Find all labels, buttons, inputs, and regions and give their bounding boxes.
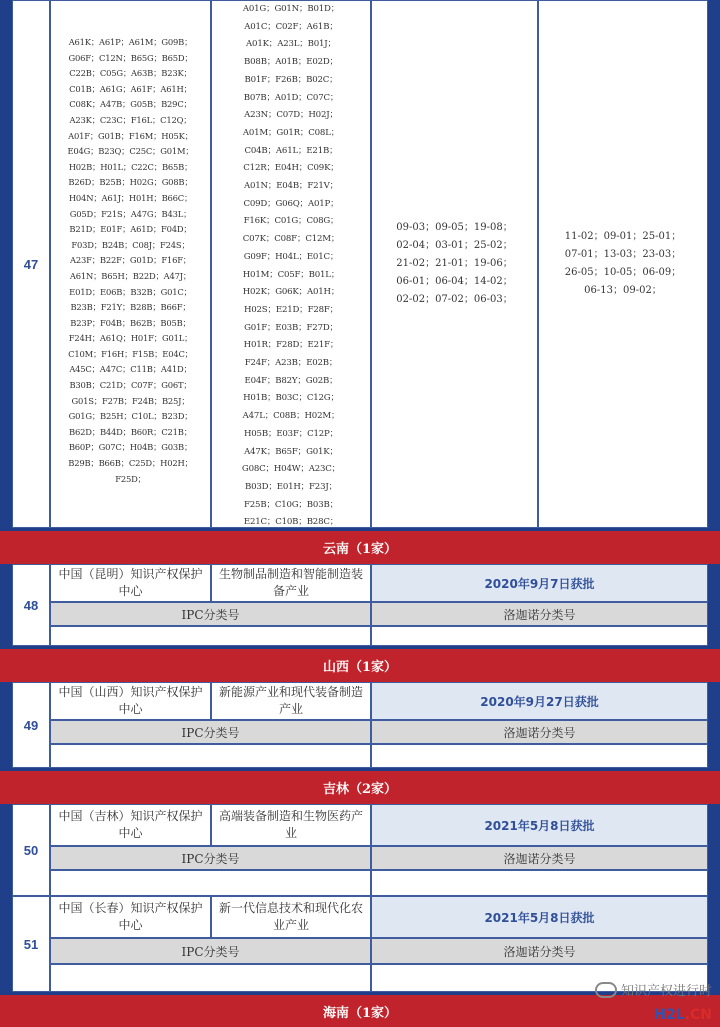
locarno-values-empty (371, 626, 708, 646)
code-line: C08K；A47B；G05B；B29C； (69, 99, 192, 110)
right-accent-bar (708, 804, 720, 992)
center-number (12, 682, 50, 768)
right-accent-bar (708, 564, 720, 646)
code-line: 11-02；09-01；25-01； (564, 231, 682, 242)
code-line: B23P；F04B；B62B；B05B； (70, 317, 191, 328)
center-industry-text: 新能源产业和现代装备制造产业 (218, 685, 363, 716)
code-line: A01M；G01R；C08L； (242, 127, 340, 138)
center-industry (211, 682, 371, 720)
ipc-header (50, 602, 371, 626)
center-number (12, 564, 50, 646)
code-line: 06-01；06-04；14-02； (396, 276, 513, 287)
left-accent-bar (0, 682, 12, 768)
center-name (50, 682, 211, 720)
code-line: B08B；A01B；E02D； (244, 57, 338, 68)
locarno-header (371, 602, 708, 626)
center-number (12, 804, 50, 896)
code-line: H01R；F28D；E21F； (243, 340, 339, 351)
center-industry (211, 804, 371, 846)
ipc-header-text: IPC分类号 (181, 851, 240, 866)
code-line: E04F；B82Y；G02B； (244, 375, 338, 386)
ipc-codes-column-1 (50, 0, 211, 528)
code-line: G05D；F21S；A47G；B43L； (69, 208, 192, 219)
locarno-codes-column-2 (538, 0, 708, 528)
center-industry (211, 564, 371, 602)
approval-date-text: 2021年5月8日获批 (484, 818, 595, 833)
code-line: A23K；C23C；F16L；C12Q； (69, 114, 192, 125)
locarno-values-empty (371, 870, 708, 896)
center-name (50, 896, 211, 938)
center-name-text: 中国（昆明）知识产权保护中心 (58, 567, 203, 598)
code-line: B07B；A01D；C07C； (243, 92, 339, 103)
code-line: B26D；B25B；H02G；G08B； (68, 177, 193, 188)
code-line: A23F；B22F；G01D；F16F； (70, 255, 191, 266)
center-name-text: 中国（长春）知识产权保护中心 (58, 901, 203, 932)
code-line: E01D；E06B；B32B；G01C； (69, 286, 192, 297)
code-line: C09D；G06Q；A01P； (243, 198, 339, 209)
code-line: A23N；C07D；H02J； (244, 110, 338, 121)
code-line: 21-02；21-01；19-06； (396, 258, 513, 269)
region-title: 海南（1家） (322, 1005, 398, 1021)
center-number-text: 48 (23, 597, 39, 613)
ipc-values-empty (50, 964, 371, 992)
locarno-header-text: 洛迦诺分类号 (503, 725, 576, 740)
row-number-text: 47 (23, 256, 39, 272)
code-line: H02K；G06K；A01H； (242, 287, 340, 298)
code-line: E04G；B23Q；C25C；G01M； (67, 146, 194, 157)
code-line: 07-01；13-03；23-03； (564, 249, 682, 260)
code-line: B23B；F21Y；B28B；B66F； (70, 302, 191, 313)
code-line: C01B；A61G；A61F；A61H； (69, 83, 192, 94)
approval-date-text: 2020年9月7日获批 (484, 576, 595, 591)
center-number (12, 896, 50, 992)
code-line: G09F；H04L；E01C； (243, 251, 339, 262)
center-name (50, 564, 211, 602)
code-line: F24H；A61Q；H01F；G01L； (68, 333, 193, 344)
code-line: A45C；A47C；C11B；A41D； (69, 364, 192, 375)
ipc-header (50, 720, 371, 744)
region-header-yunnan (0, 528, 720, 564)
code-line: B29B；B66B；C25D；H02H； (68, 458, 193, 469)
code-line: F25B；C10G；B03B； (244, 499, 338, 510)
approval-date-text: 2021年5月8日获批 (484, 910, 595, 925)
code-line: G01F；E03B；F27D； (244, 322, 338, 333)
code-line: B60P；G07C；H04B；G03B； (68, 442, 193, 453)
code-line: H01B；B03C；C12G； (243, 393, 339, 404)
center-number-text: 49 (23, 717, 39, 733)
locarno-header (371, 938, 708, 964)
locarno-header (371, 846, 708, 870)
code-line: A01G；G01N；B01D； (242, 4, 340, 14)
left-accent-bar (0, 804, 12, 992)
code-line: B30B；C21D；C07F；G06T； (69, 380, 192, 391)
ipc-values-empty (50, 744, 371, 768)
center-number-text: 51 (23, 936, 39, 952)
code-line: A47K；B65F；G01K； (244, 446, 338, 457)
row-number (12, 0, 50, 528)
region-header-jilin (0, 768, 720, 804)
code-line: G01G；B25H；C10L；B23D； (68, 411, 193, 422)
center-name-text: 中国（吉林）知识产权保护中心 (58, 809, 203, 840)
region-title: 吉林（2家） (322, 782, 398, 797)
code-line: A01F；G01B；F16M；H05K； (68, 130, 193, 141)
left-accent-bar (0, 0, 12, 528)
ipc-header (50, 846, 371, 870)
code-line: A61K；A61P；A61M；G09B； (68, 37, 193, 47)
code-line: H04N；A61J；H01H；B66C； (68, 192, 193, 203)
code-line: 26-05；10-05；06-09； (564, 267, 682, 278)
approval-date (371, 896, 708, 938)
locarno-values-empty (371, 744, 708, 768)
locarno-header-text: 洛迦诺分类号 (503, 851, 576, 866)
code-line: H05B；E03F；C12P； (244, 428, 338, 439)
code-line: G08C；H04W；A23C； (241, 464, 341, 475)
code-line: G01S；F27B；F24B；B25J； (71, 395, 190, 406)
center-number-text: 50 (23, 842, 39, 858)
code-line: C22B；C05G；A63B；B23K； (69, 68, 192, 79)
region-title: 山西（1家） (322, 660, 398, 675)
center-industry-text: 生物制品制造和智能制造装备产业 (218, 567, 363, 598)
logo-part-b: .CN (684, 1007, 712, 1023)
code-line: F16K；C01G；C08G； (243, 216, 339, 227)
watermark (595, 980, 712, 999)
site-logo (654, 1007, 712, 1023)
locarno-header-text: 洛迦诺分类号 (503, 944, 576, 959)
locarno-codes-column-1 (371, 0, 538, 528)
ipc-values-empty (50, 870, 371, 896)
right-accent-bar (708, 0, 720, 528)
ipc-header-text: IPC分类号 (181, 944, 240, 959)
center-industry (211, 896, 371, 938)
code-line: C04B；A61L；E21B； (244, 145, 338, 156)
code-line: 06-13；09-02； (584, 285, 662, 296)
locarno-header-text: 洛迦诺分类号 (503, 607, 576, 622)
code-line: F03D；B24B；C08J；F24S； (71, 239, 190, 250)
code-line: B21D；E01F；A61D；F04D； (69, 224, 192, 235)
code-line: C07K；C08F；C12M； (242, 234, 340, 245)
center-name (50, 804, 211, 846)
code-line: H01M；C05F；B01L； (242, 269, 340, 280)
code-line: E21C；C10B；B28C； (243, 517, 339, 528)
approval-date (371, 682, 708, 720)
code-line: A47L；C08B；H02M； (242, 411, 340, 422)
left-accent-bar (0, 564, 12, 646)
code-line: F24F；A23B；E02B； (244, 358, 338, 369)
logo-part-a: H2L (654, 1007, 685, 1023)
ipc-header-text: IPC分类号 (181, 607, 240, 622)
ipc-values-empty (50, 626, 371, 646)
right-accent-bar (708, 682, 720, 768)
code-line: B62D；B44D；B60R；C21B； (69, 426, 192, 437)
approval-date (371, 804, 708, 846)
approval-date (371, 564, 708, 602)
code-line: 09-03；09-05；19-08； (396, 222, 513, 233)
watermark-text: 知识产权进行时 (620, 984, 712, 999)
code-line: F25D； (115, 473, 146, 484)
locarno-header (371, 720, 708, 744)
region-header-shanxi (0, 646, 720, 682)
center-name-text: 中国（山西）知识产权保护中心 (58, 685, 203, 716)
code-line: B03D；E01H；F23J； (245, 481, 337, 492)
ipc-header-text: IPC分类号 (181, 725, 240, 740)
center-industry-text: 高端装备制造和生物医药产业 (218, 809, 363, 840)
code-line: A01C；C02F；A61B； (244, 21, 338, 32)
code-line: A01K；A23L；B01J； (246, 39, 336, 50)
ipc-codes-column-2 (211, 0, 371, 528)
code-line: 02-02；07-02；06-03； (396, 294, 513, 305)
code-line: H02B；H01L；C22C；B65B； (68, 161, 193, 172)
code-line: A61N；B65H；B22D；A47J； (69, 270, 192, 281)
code-line: C10M；F16H；F15B；E04C； (68, 348, 193, 359)
code-line: 02-04；03-01；25-02； (396, 240, 513, 251)
wechat-icon (595, 982, 617, 998)
code-line: G06F；C12N；B65G；B65D； (68, 52, 193, 63)
code-line: H02S；E21D；F28F； (243, 304, 339, 315)
code-line: B01F；F26B；B02C； (244, 74, 338, 85)
ipc-header (50, 938, 371, 964)
region-title: 云南（1家） (322, 542, 398, 557)
approval-date-text: 2020年9月27日获批 (480, 694, 599, 709)
code-line: A01N；E04B；F21V； (243, 181, 339, 192)
code-line: C12R；E04H；C09K； (243, 163, 339, 174)
center-industry-text: 新一代信息技术和现代化农业产业 (218, 901, 363, 932)
